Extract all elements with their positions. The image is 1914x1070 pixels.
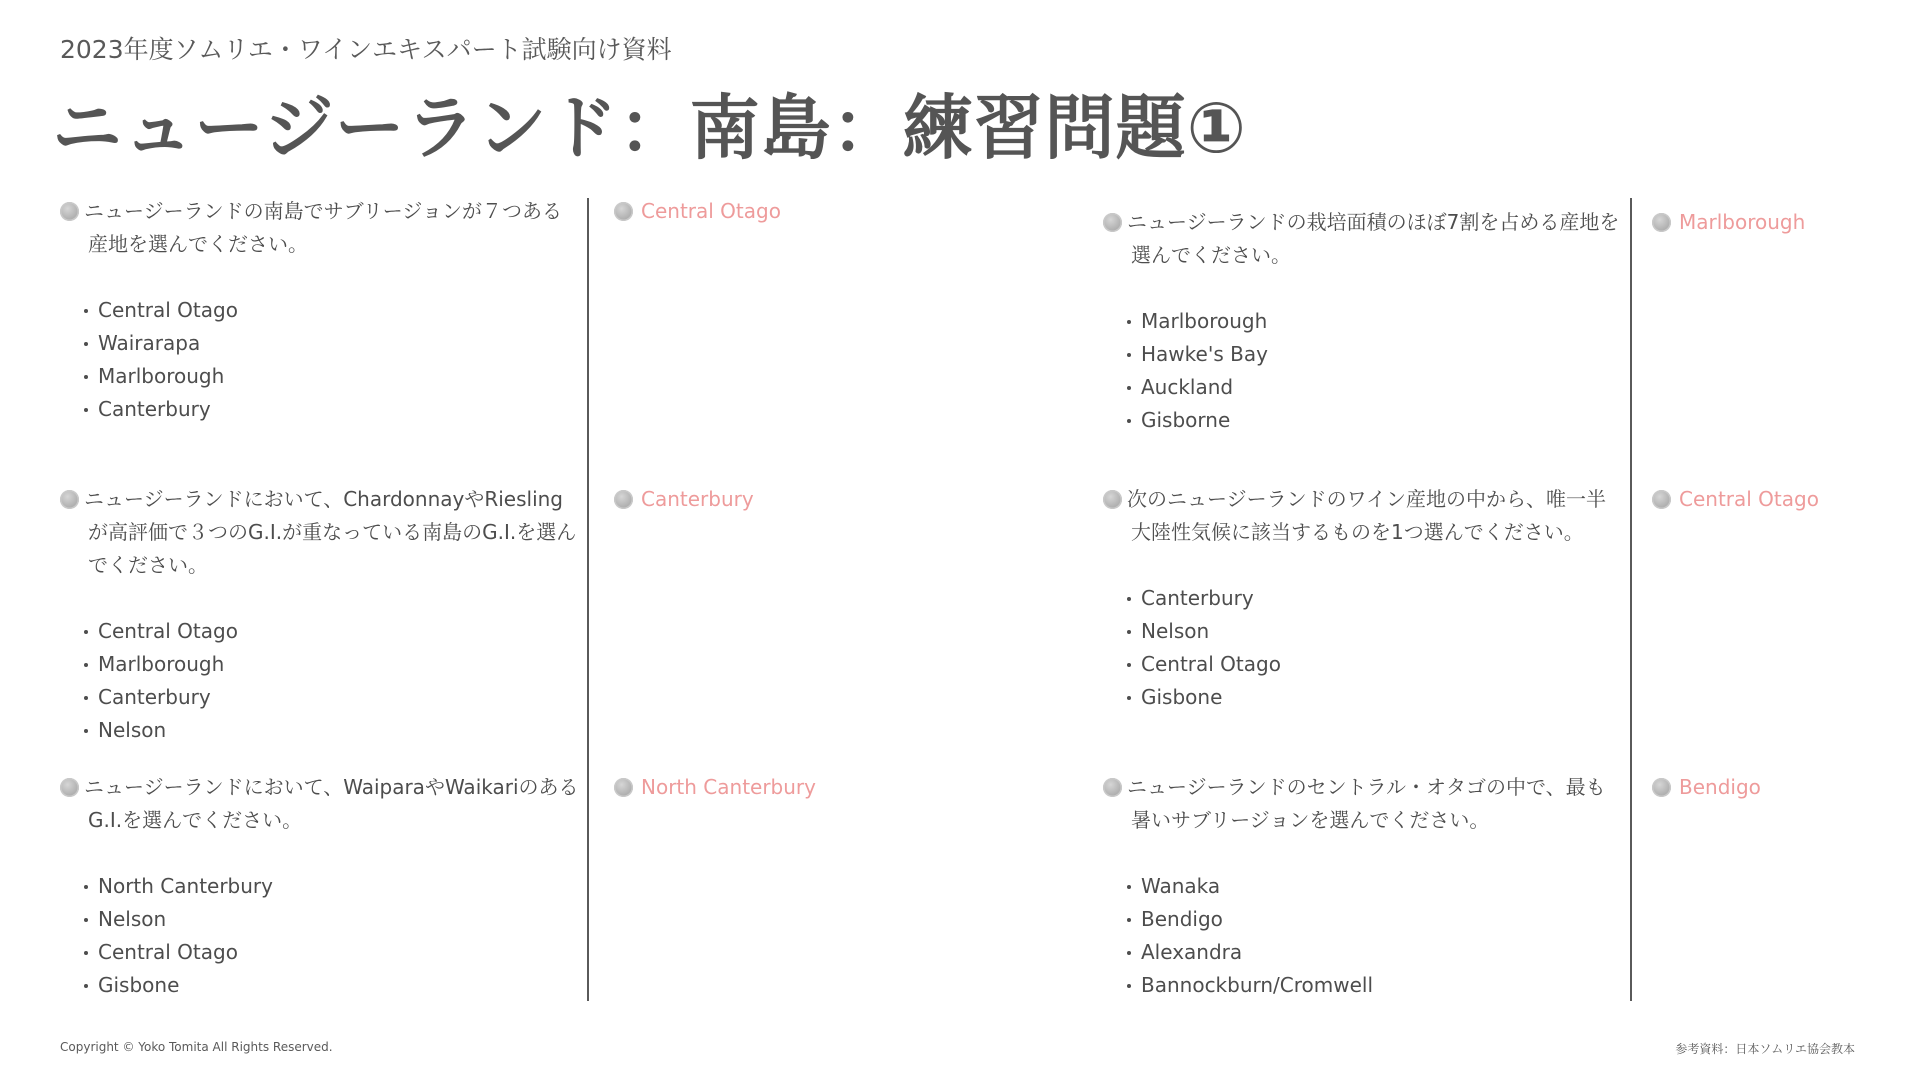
bullet-circle-icon <box>1103 778 1122 797</box>
question-text: 次のニュージーランドのワイン産地の中から、唯一半大陸性気候に該当するものを1つ選んでください。 <box>1127 487 1606 544</box>
answer-6 <box>1652 771 1761 804</box>
copyright-notice: Copyright © Yoko Tomita All Rights Reserved. <box>60 1040 333 1054</box>
option-list <box>1103 870 1623 1002</box>
option-item: Gisborne <box>1125 404 1623 437</box>
bullet-circle-icon <box>60 490 79 509</box>
bullet-circle-icon <box>1103 490 1122 509</box>
page-title: ニュージーランド：南島：練習問題① <box>52 87 1247 169</box>
answer-text: North Canterbury <box>641 775 816 799</box>
bullet-circle-icon <box>1652 778 1671 797</box>
option-item: Nelson <box>82 903 580 936</box>
question-5 <box>1103 483 1623 714</box>
question-text: ニュージーランドの栽培面積のほぼ7割を占める産地を選んでください。 <box>1127 210 1620 267</box>
question-text: ニュージーランドの南島でサブリージョンが７つある産地を選んでください。 <box>84 199 562 256</box>
reference-note: 参考資料：日本ソムリエ協会教本 <box>1675 1042 1855 1056</box>
option-item: Canterbury <box>1125 582 1623 615</box>
option-item: Auckland <box>1125 371 1623 404</box>
question-text: ニュージーランドにおいて、WaiparaやWaikariのあるG.I.を選んでください。 <box>84 775 579 832</box>
option-item: Marlborough <box>82 360 580 393</box>
option-item: Bendigo <box>1125 903 1623 936</box>
option-item: Gisbone <box>82 969 580 1002</box>
bullet-circle-icon <box>1103 213 1122 232</box>
option-item: Canterbury <box>82 393 580 426</box>
question-6 <box>1103 771 1623 1002</box>
document-subtitle: 2023年度ソムリエ・ワインエキスパート試験向け資料 <box>60 35 672 64</box>
option-item: Bannockburn/Cromwell <box>1125 969 1623 1002</box>
answer-text: Central Otago <box>1679 487 1819 511</box>
bullet-circle-icon <box>1652 213 1671 232</box>
question-text: ニュージーランドにおいて、ChardonnayやRieslingが高評価で３つのG.I.が重なっている南島のG.I.を選んでください。 <box>84 487 577 577</box>
answer-text: Central Otago <box>641 199 781 223</box>
bullet-circle-icon <box>1652 490 1671 509</box>
answer-text: Canterbury <box>641 487 754 511</box>
option-item: Wairarapa <box>82 327 580 360</box>
option-item: Central Otago <box>82 936 580 969</box>
option-item: Central Otago <box>1125 648 1623 681</box>
answer-4 <box>1652 206 1805 239</box>
option-item: Nelson <box>1125 615 1623 648</box>
bullet-circle-icon <box>614 202 633 221</box>
option-item: Central Otago <box>82 294 580 327</box>
option-item: Hawke's Bay <box>1125 338 1623 371</box>
question-3 <box>60 771 580 1002</box>
option-item: Alexandra <box>1125 936 1623 969</box>
question-2 <box>60 483 580 747</box>
option-item: Nelson <box>82 714 580 747</box>
answer-text: Bendigo <box>1679 775 1761 799</box>
bullet-circle-icon <box>614 778 633 797</box>
option-list <box>1103 305 1623 437</box>
bullet-circle-icon <box>60 202 79 221</box>
question-text: ニュージーランドのセントラル・オタゴの中で、最も暑いサブリージョンを選んでください。 <box>1127 775 1606 832</box>
divider-left <box>587 198 589 1001</box>
option-item: Central Otago <box>82 615 580 648</box>
question-1 <box>60 195 580 426</box>
answer-3 <box>614 771 816 804</box>
option-item: Gisbone <box>1125 681 1623 714</box>
option-item: Marlborough <box>1125 305 1623 338</box>
answer-5 <box>1652 483 1819 516</box>
option-list <box>60 294 580 426</box>
option-item: North Canterbury <box>82 870 580 903</box>
answer-2 <box>614 483 754 516</box>
question-4 <box>1103 206 1623 437</box>
divider-right <box>1630 198 1632 1001</box>
option-list <box>60 615 580 747</box>
answer-1 <box>614 195 781 228</box>
option-list <box>60 870 580 1002</box>
option-item: Canterbury <box>82 681 580 714</box>
bullet-circle-icon <box>60 778 79 797</box>
bullet-circle-icon <box>614 490 633 509</box>
option-item: Wanaka <box>1125 870 1623 903</box>
answer-text: Marlborough <box>1679 210 1806 234</box>
option-list <box>1103 582 1623 714</box>
option-item: Marlborough <box>82 648 580 681</box>
